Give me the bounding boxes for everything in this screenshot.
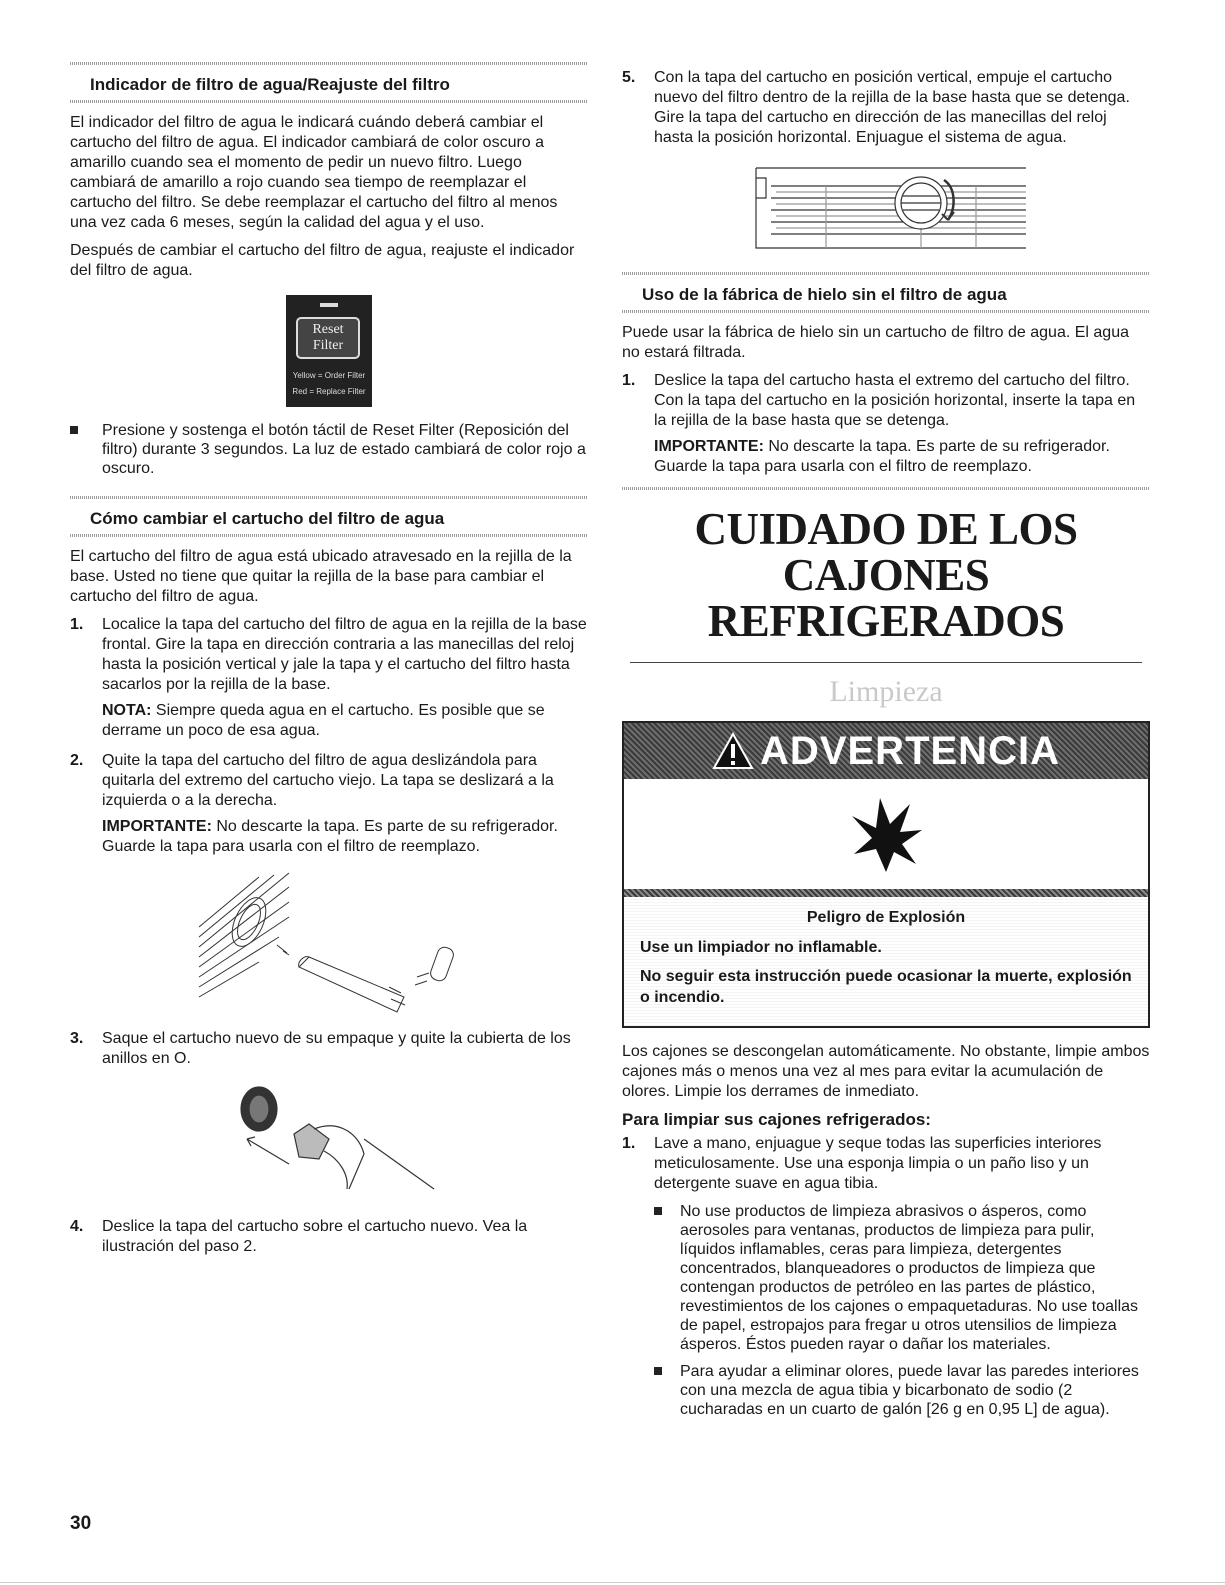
step-number: 3.	[70, 1030, 84, 1047]
o-ring-cover-illustration	[189, 1079, 469, 1199]
note-label: NOTA:	[102, 702, 152, 719]
divider	[70, 100, 588, 103]
button-label: Reset	[312, 322, 344, 337]
button-label: Filter	[312, 338, 344, 353]
step-text: Deslice la tapa del cartucho sobre el cartucho nuevo. Vea la ilustración del paso 2.	[102, 1218, 528, 1255]
panel-legend: Red = Replace Filter	[292, 387, 366, 396]
section-change-filter	[70, 496, 588, 537]
paragraph: Los cajones se descongelan automáticamente. No obstante, limpie ambos cajones más o menos una vez al mes para evitar la acumulación de olores. Limpie los derrames de inmediato.	[622, 1043, 1150, 1100]
chapter-title-line: CUIDADO DE LOS CAJONES	[694, 504, 1078, 600]
filter-removal-illustration	[179, 867, 479, 1017]
bullet-icon	[654, 1367, 662, 1375]
step-number: 5.	[622, 69, 636, 86]
steps-list	[622, 1134, 1150, 1419]
paragraph: Puede usar la fábrica de hielo sin un cartucho de filtro de agua. El agua no estará filtrada.	[622, 324, 1129, 361]
step-text: Deslice la tapa del cartucho hasta el extremo del cartucho del filtro. Con la tapa del cartucho en la posición horizontal, inserte la tapa en la rejilla de la base hasta que se detenga.	[654, 372, 1136, 429]
list-item	[654, 1362, 1150, 1419]
chapter-title	[622, 506, 1150, 644]
panel-legend: Yellow = Order Filter	[292, 371, 366, 380]
list-item	[70, 421, 588, 478]
bullet-list	[70, 421, 588, 478]
list-item-text: Para ayudar a eliminar olores, puede lavar las paredes interiores con una mezcla de agua tibia y bicarbonato de sodio (2 cucharadas en un cuarto de galón [26 g en 0,95 L] de agua).	[680, 1363, 1139, 1418]
steps-list	[622, 68, 1150, 148]
left-column	[70, 62, 588, 1267]
subsection-title: Limpieza	[829, 675, 943, 708]
divider	[622, 487, 1150, 490]
divider	[622, 310, 1150, 313]
warning-line: Use un limpiador no inflamable.	[640, 939, 882, 956]
note-label: IMPORTANTE:	[654, 438, 764, 455]
step-number: 1.	[622, 1135, 636, 1152]
list-item	[70, 615, 588, 741]
status-light	[320, 303, 338, 307]
paragraph: El indicador del filtro de agua le indicará cuándo deberá cambiar el cartucho del filtro de agua. El indicador cambiará de color oscuro a amarillo cuando sea el momento de pedir un nuevo filtro. Luego cambiará de amarillo a rojo cuando sea tiempo de reemplazar el cartucho del filtro. Se debe reemplazar el cartucho del filtro al menos una vez cada 6 meses, según la calidad del agua y el uso.	[70, 114, 558, 231]
section-water-filter-indicator	[70, 62, 588, 103]
subheading: Para limpiar sus cajones refrigerados:	[622, 1110, 931, 1129]
warning-line: No seguir esta instrucción puede ocasionar la muerte, explosión o incendio.	[640, 968, 1132, 1006]
section-title: Indicador de filtro de agua/Reajuste del filtro	[90, 75, 450, 94]
section-title: Uso de la fábrica de hielo sin el filtro de agua	[642, 285, 1007, 304]
steps-list	[70, 1217, 588, 1257]
warning-heading: Peligro de Explosión	[806, 909, 966, 926]
list-item	[622, 68, 1150, 148]
bullet-list	[654, 1202, 1150, 1419]
bullet-icon	[70, 426, 78, 434]
paragraph: El cartucho del filtro de agua está ubicado atravesado en la rejilla de la base. Usted no tiene que quitar la rejilla de la base para cambiar el cartucho del filtro de agua.	[70, 548, 572, 605]
step-number: 2.	[70, 752, 84, 769]
paragraph: Después de cambiar el cartucho del filtro de agua, reajuste el indicador del filtro de agua.	[70, 242, 575, 279]
step-number: 4.	[70, 1218, 84, 1235]
list-item	[70, 1217, 588, 1257]
section-ice-maker	[622, 272, 1150, 313]
step-text: Localice la tapa del cartucho del filtro de agua en la rejilla de la base frontal. Gire la tapa en dirección contraria a las manecillas del reloj hasta la posición vertical y jale la tapa y el cartucho del filtro hasta sacarlos por la rejilla de la base.	[102, 616, 587, 693]
step-text: Con la tapa del cartucho en posición vertical, empuje el cartucho nuevo del filtro dentro de la rejilla de la base hasta que se detenga. Gire la tapa del cartucho en dirección de las manecillas del reloj hasta la posición horizontal. Enjuague el sistema de agua.	[654, 69, 1130, 146]
list-item	[70, 1029, 588, 1069]
steps-list	[70, 615, 588, 857]
note-text: No descarte la tapa. Es parte de su refrigerador. Guarde la tapa para usarla con el filtro de reemplazo.	[654, 438, 1110, 475]
divider	[70, 534, 588, 537]
warning-banner	[624, 723, 1148, 779]
note-text: Siempre queda agua en el cartucho. Es posible que se derrame un poco de esa agua.	[102, 702, 545, 739]
note-label: IMPORTANTE:	[102, 818, 212, 835]
explosion-icon-area	[624, 779, 1148, 889]
note-text: No descarte la tapa. Es parte de su refrigerador. Guarde la tapa para usarla con el filtro de reemplazo.	[102, 818, 558, 855]
bullet-icon	[654, 1207, 662, 1215]
list-item-text: No use productos de limpieza abrasivos o ásperos, como aerosoles para ventanas, productos de limpieza para pulir, líquidos inflamables, ceras para limpieza, detergentes concentrados, blanqueadores o productos de limpieza que contengan productos de petróleo en las partes de plástico, revestimientos de los cajones o empaquetaduras. No use toallas de papel, estropajos para fregar u otros utensilios de limpieza ásperos. Éstos pueden rayar o dañar los materiales.	[680, 1203, 1139, 1353]
step-text: Quite la tapa del cartucho del filtro de agua deslizándola para quitarla del extremo del cartucho viejo. La tapa se deslizará a la izquierda o a la derecha.	[102, 752, 554, 809]
list-item	[622, 1134, 1150, 1419]
page-edge-line	[0, 1582, 1225, 1583]
list-item	[622, 371, 1150, 477]
divider	[630, 662, 1142, 663]
warning-box	[622, 721, 1150, 1028]
step-text: Saque el cartucho nuevo de su empaque y quite la cubierta de los anillos en O.	[102, 1030, 571, 1067]
list-item-text: Presione y sostenga el botón táctil de Reset Filter (Reposición del filtro) durante 3 segundos. La luz de estado cambiará de color rojo a oscuro.	[102, 422, 586, 477]
warning-banner-text: ADVERTENCIA	[760, 728, 1060, 773]
step-text: Lave a mano, enjuague y seque todas las superficies interiores meticulosamente. Use una esponja limpia o un paño liso y un detergente suave en agua tibia.	[654, 1135, 1102, 1192]
warning-triangle-icon	[712, 732, 754, 770]
explosion-icon	[846, 794, 926, 874]
section-title: Cómo cambiar el cartucho del filtro de agua	[90, 509, 445, 528]
step-number: 1.	[622, 372, 636, 389]
page-number: 30	[70, 1513, 92, 1534]
right-column	[622, 68, 1150, 1429]
divider	[624, 889, 1148, 897]
step-number: 1.	[70, 616, 84, 633]
chapter-title-line: REFRIGERADOS	[707, 596, 1065, 646]
warning-body	[624, 897, 1148, 1026]
reset-filter-panel-figure	[286, 295, 372, 407]
steps-list	[70, 1029, 588, 1069]
list-item	[654, 1202, 1150, 1354]
steps-list	[622, 371, 1150, 477]
list-item	[70, 751, 588, 857]
reset-filter-button	[296, 317, 360, 359]
base-grille-illustration	[736, 158, 1036, 258]
